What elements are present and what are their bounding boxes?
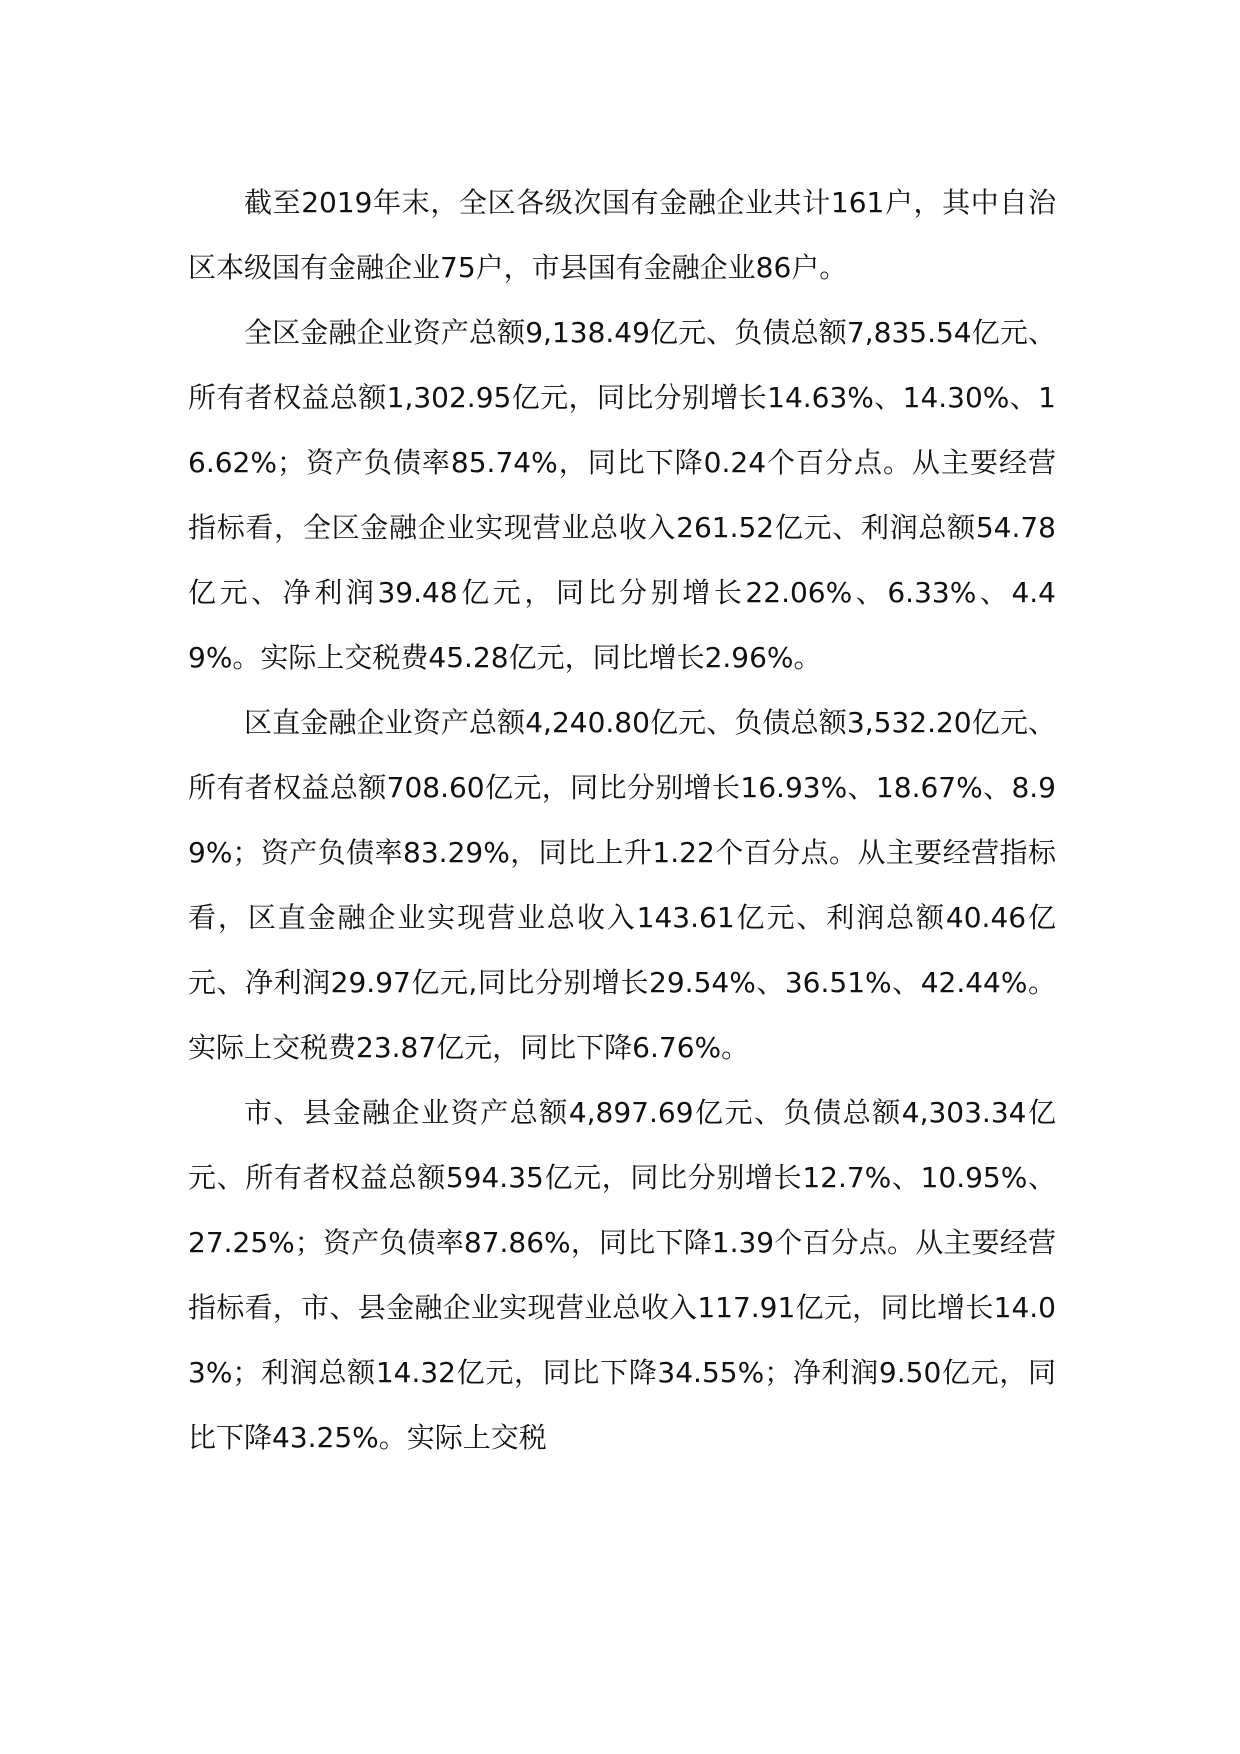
paragraph-summary-count: 截至2019年末，全区各级次国有金融企业共计161户，其中自治区本级国有金融企业75户，市县国有金融企业86户。 xyxy=(188,186,1056,284)
paragraph-city-county: 市、县金融企业资产总额4,897.69亿元、负债总额4,303.34亿元、所有者权益总额594.35亿元，同比分别增长12.7%、10.95%、27.25%；资产负债率87.86%，同比下降1.39个百分点。从主要经营指标看，市、县金融企业实现营业总收入117.91亿元，同比增长14.03%；利润总额14.32亿元，同比下降34.55%；净利润9.50亿元，同比下降43.25%。实际上交税 xyxy=(188,1096,1056,1454)
paragraph-district-direct: 区直金融企业资产总额4,240.80亿元、负债总额3,532.20亿元、所有者权益总额708.60亿元，同比分别增长16.93%、18.67%、8.99%；资产负债率83.29%，同比上升1.22个百分点。从主要经营指标看，区直金融企业实现营业总收入143.61亿元、利润总额40.46亿元、净利润29.97亿元,同比分别增长29.54%、36.51%、42.44%。实际上交税费23.87亿元，同比下降6.76%。 xyxy=(188,706,1056,1064)
document-body xyxy=(188,170,1056,1470)
paragraph-region-totals: 全区金融企业资产总额9,138.49亿元、负债总额7,835.54亿元、所有者权益总额1,302.95亿元，同比分别增长14.63%、14.30%、16.62%；资产负债率85.74%，同比下降0.24个百分点。从主要经营指标看，全区金融企业实现营业总收入261.52亿元、利润总额54.78亿元、净利润39.48亿元，同比分别增长22.06%、6.33%、4.49%。实际上交税费45.28亿元，同比增长2.96%。 xyxy=(188,316,1056,674)
